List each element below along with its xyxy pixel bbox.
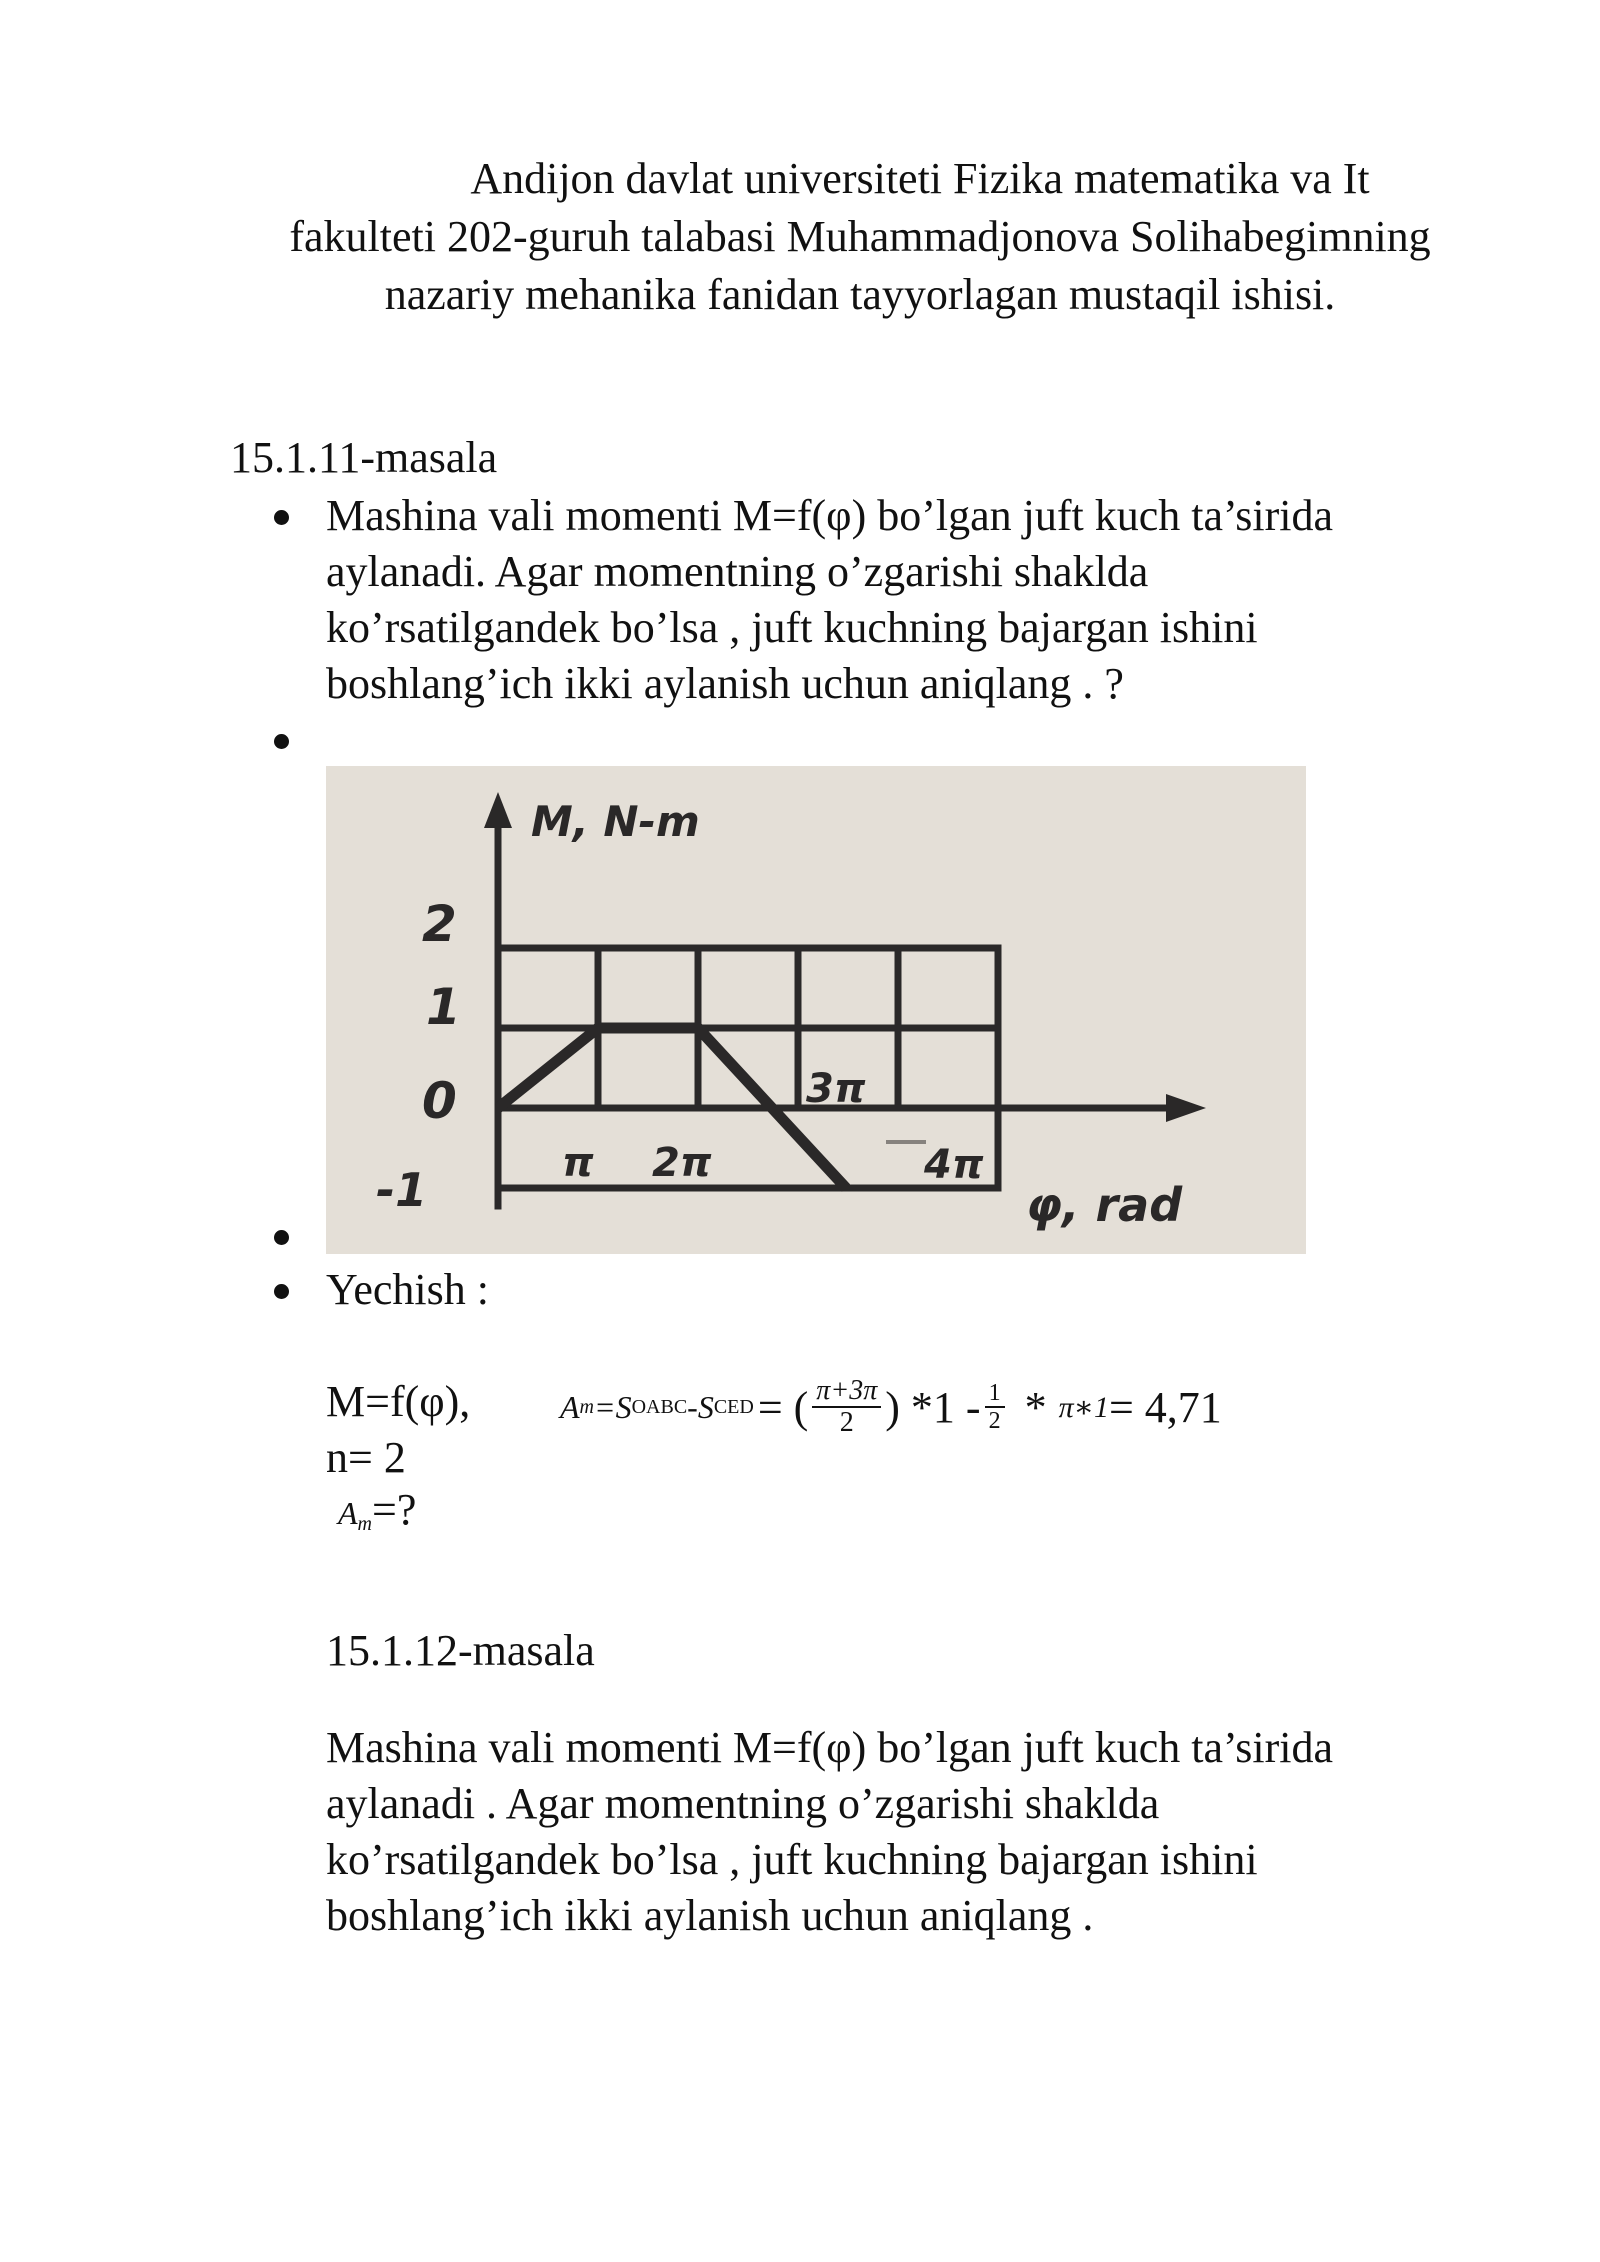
problem-2-line: Mashina vali momenti M=f(φ) bo’lgan juft kuch ta’sirida [326,1723,1333,1772]
moment-graph [326,766,1306,1254]
problem-1-line: Mashina vali momenti M=f(φ) bo’lgan juft kuch ta’sirida [326,491,1333,540]
x-tick-2pi: 2π [652,1140,712,1186]
header-line-3: nazariy mehanika fanidan tayyorlagan mustaqil ishisi. [384,270,1336,319]
y-tick-minus-1: -1 [376,1163,428,1217]
problem-2-statement [326,1720,1526,1944]
x-tick-4pi: 4π [924,1142,984,1188]
work-formula: A m =S OABC -S CED = ( $\frac{\pi+3\pi}{2}$ ) *1 - $\frac{1}{2}$ * π∗1 = 4,71 [560,1375,1222,1438]
x-tick-3pi: 3π [806,1066,866,1112]
problem-2-line: ko’rsatilgandek bo’lsa , juft kuchning bajargan ishini [326,1835,1258,1884]
find-work: $A_m=$? [338,1485,417,1535]
header-line-1: Andijon davlat universiteti Fizika matematika va It [470,154,1370,203]
fraction-pi-sum: $\frac{\pi+3\pi}{2}$ [812,1376,881,1438]
given-moment: M=f(φ), [326,1377,471,1426]
document-header [200,150,1520,324]
x-axis-label: φ, rad [1026,1178,1183,1232]
fraction-half: $\frac{1}{2}$ [985,1380,1005,1434]
y-tick-1: 1 [426,978,461,1036]
problem-2-line: boshlang’ich ikki aylanish uchun aniqlang . [326,1891,1094,1940]
header-line-2: fakulteti 202-guruh talabasi Muhammadjonova Solihabegimning [289,212,1431,261]
given-n: n= 2 [326,1433,406,1482]
problem-1-bullets [270,488,1470,768]
problem-2-line: aylanadi . Agar momentning o’zgarishi shaklda [326,1779,1160,1828]
problem-1-line: ko’rsatilgandek bo’lsa , juft kuchning bajargan ishini [326,603,1258,652]
problem-2-title: 15.1.12-masala [326,1626,595,1675]
problem-1-statement [270,488,1470,712]
problem-1-line: aylanadi. Agar momentning o’zgarishi shaklda [326,547,1149,596]
problem-1-line: boshlang’ich ikki aylanish uchun aniqlang . ? [326,659,1124,708]
y-axis-label: M, N-m [531,797,700,846]
y-tick-2: 2 [422,895,457,953]
empty-bullet [270,712,1470,768]
y-tick-0: 0 [422,1072,457,1130]
problem-1-title: 15.1.11-masala [230,433,498,482]
x-tick-pi: π [562,1140,594,1186]
moment-graph-figure [326,766,1306,1254]
solution-heading: Yechish : [270,1262,489,1318]
